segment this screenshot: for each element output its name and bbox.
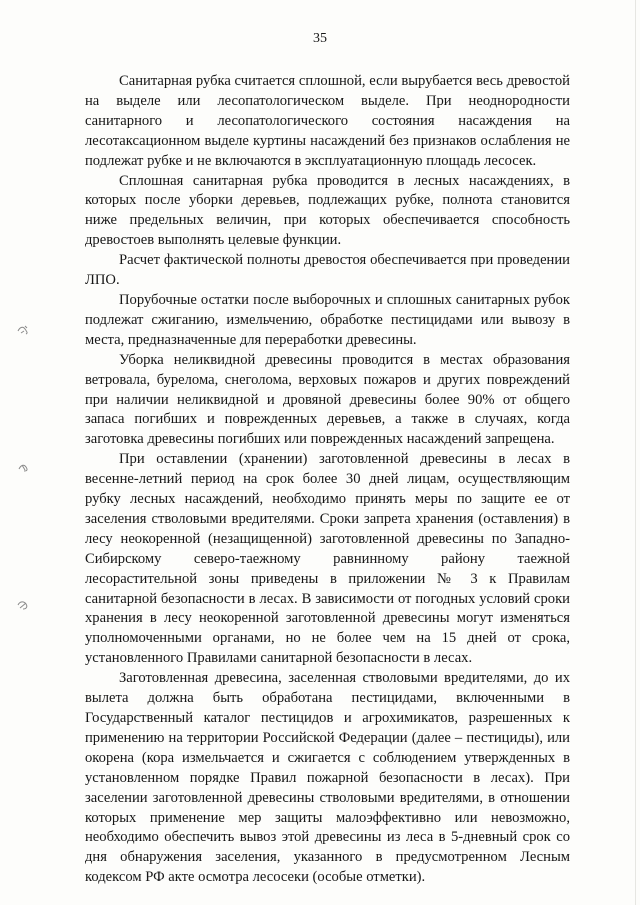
paragraph-3: Расчет фактической полноты древостоя обеспечивается при проведении ЛПО. bbox=[85, 252, 570, 289]
paragraph-1: Санитарная рубка считается сплошной, если вырубается весь древостой на выделе или лесопатологическом выделе. При неоднородности санитарного и лесопатологического состояния насаждения на лесотаксационном выделе куртины насаждений без признаков ослабления не подлежат рубке и не включаются в эксплуатационную площадь лесосек. bbox=[85, 73, 570, 169]
page-number: 35 bbox=[313, 31, 327, 46]
paragraph-6: При оставлении (хранении) заготовленной древесины в лесах в весенне-летний период на срок более 30 дней лицам, осуществляющим рубку лесных насаждений, необходимо принять меры по защите ее от заселения стволовыми вредителями. Сроки запрета хранения (оставления) в лесу неокоренной (незащищенной) заготовленной древесины по Западно-Сибирскому северо-таежному равнинному району таежной лесорастительной зоны приведены в приложении № 3 к Правилам санитарной безопасности в лесах. В зависимости от погодных условий сроки хранения в лесу неокоренной заготовленной древесины могут изменяться уполномоченными органами, но не более чем на 15 дней от срока, установленного Правилами санитарной безопасности в лесах. bbox=[85, 451, 570, 667]
document-body bbox=[85, 72, 570, 888]
paragraph-5: Уборка неликвидной древесины проводится в местах образования ветровала, бурелома, снеголома, верховых пожаров и других повреждений при наличии неликвидной и дровяной древесины более 90% от общего запаса погибших и поврежденных деревьев, а также в случаях, когда заготовка древесины погибших или поврежденных насаждений запрещена. bbox=[85, 351, 570, 448]
margin-scribble-mark bbox=[14, 458, 32, 476]
scan-edge-line bbox=[635, 0, 636, 905]
margin-scribble-mark bbox=[14, 596, 32, 614]
paragraph-2: Сплошная санитарная рубка проводится в лесных насаждениях, в которых после уборки деревьев, подлежащих рубке, полнота становится ниже предельных величин, при которых обеспечивается способность древостоев выполнять целевые функции. bbox=[85, 172, 570, 249]
paragraph-4: Порубочные остатки после выборочных и сплошных санитарных рубок подлежат сжиганию, измельчению, обработке пестицидами или вывозу в места, предназначенные для переработки древесины. bbox=[85, 291, 570, 348]
paragraph-7: Заготовленная древесина, заселенная стволовыми вредителями, до их вылета должна быть обработана пестицидами, включенными в Государственный каталог пестицидов и агрохимикатов, разрешенных к применению на территории Российской Федерации (далее – пестициды), или окорена (кора измельчается и сжигается с соблюдением утвержденных в установленном порядке Правил пожарной безопасности в лесах). При заселении заготовленной древесины стволовыми вредителями, в отношении которых применение мер защиты малоэффективно или невозможно, необходимо обеспечить вывоз этой древесины из леса в 5-дневный срок со дня обнаружения заселения, указанного в предусмотренном Лесным кодексом РФ акте осмотра лесосеки (особые отметки). bbox=[85, 670, 570, 886]
margin-scribble-mark bbox=[14, 321, 32, 339]
